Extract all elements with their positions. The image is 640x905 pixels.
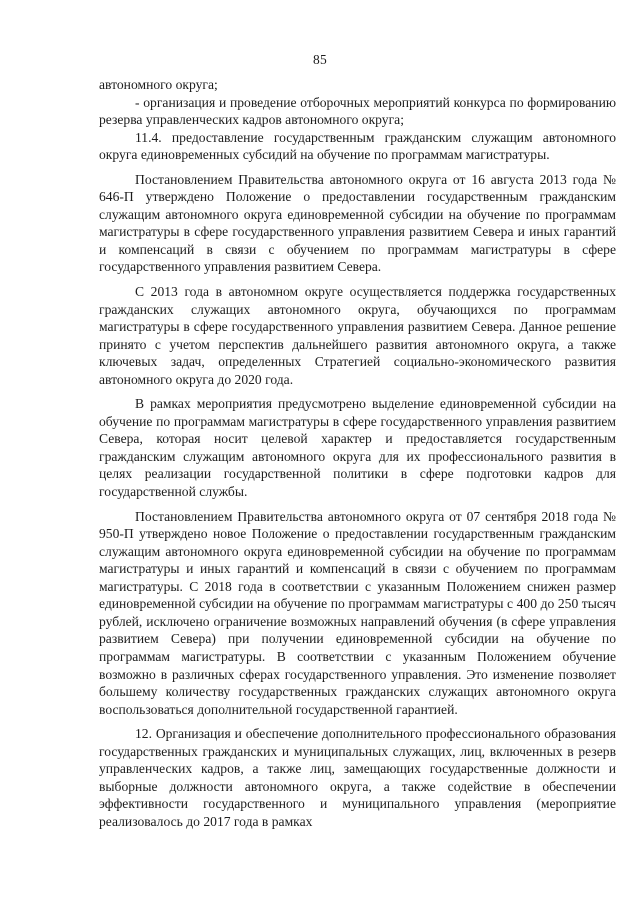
paragraph-2: - организация и проведение отборочных мероприятий конкурса по формированию резерва управленческих кадров автономного округа;: [99, 94, 616, 128]
paragraph-3: 11.4. предоставление государственным гражданским служащим автономного округа единовременных субсидий на обучение по программам магистратуры.: [99, 129, 616, 163]
page-number: 85: [313, 52, 327, 67]
paragraph-4: Постановлением Правительства автономного округа от 16 августа 2013 года № 646-П утверждено Положение о предоставлении государственным гражданским служащим автономного округа единовременной субсидии на обучение по программам магистратуры в сфере государственного управления развитием Севера и иных гарантий и компенсаций в связи с обучением по программам магистратуры в сфере государственного управления развитием Севера.: [99, 171, 616, 275]
body-text: [99, 76, 616, 830]
paragraph-5: С 2013 года в автономном округе осуществляется поддержка государственных гражданских служащих автономного округа, обучающихся по программам магистратуры в сфере государственного управления развитием Севера. Данное решение принято с учетом перспектив дальнейшего развития автономного округа, а также ключевых задач, определенных Стратегией социально-экономического развития автономного округа до 2020 года.: [99, 284, 616, 387]
paragraph-8: 12. Организация и обеспечение дополнительного профессионального образования государственных гражданских и муниципальных служащих, лиц, включенных в резерв управленческих кадров, а также лиц, замещающих государственные должности и выборные должности автономного округа, а также содействие в обеспечении эффективности государственного и муниципального управления (мероприятие реализовалось до 2017 года в рамках: [99, 726, 616, 829]
paragraph-6: В рамках мероприятия предусмотрено выделение единовременной субсидии на обучение по программам магистратуры в сфере государственного управления развитием Севера, которая носит целевой характер и предоставляется государственным гражданским служащим автономного округа для их профессионального развития в целях реализации государственной политики в сфере подготовки кадров для государственной службы.: [99, 396, 616, 500]
paragraph-1: автономного округа;: [99, 77, 218, 92]
paragraph-7: Постановлением Правительства автономного округа от 07 сентября 2018 года № 950-П утверждено новое Положение о предоставлении государственным гражданским служащим автономного округа единовременной субсидии на обучение по программам магистратуры и иных гарантий и компенсаций в связи с обучением по программам магистратуры. С 2018 года в соответствии с указанным Положением снижен размер единовременной субсидии на обучение по программам магистратуры с 400 до 250 тысяч рублей, исключено ограничение возможных направлений обучения (в сфере управления развитием Севера) при получении единовременной субсидии на обучение по программам магистратуры. В соответствии с указанным Положением обучение возможно в различных сферах государственного управления. Это изменение позволяет большему количеству государственных гражданских служащих автономного округа воспользоваться дополнительной государственной гарантией.: [99, 508, 616, 717]
